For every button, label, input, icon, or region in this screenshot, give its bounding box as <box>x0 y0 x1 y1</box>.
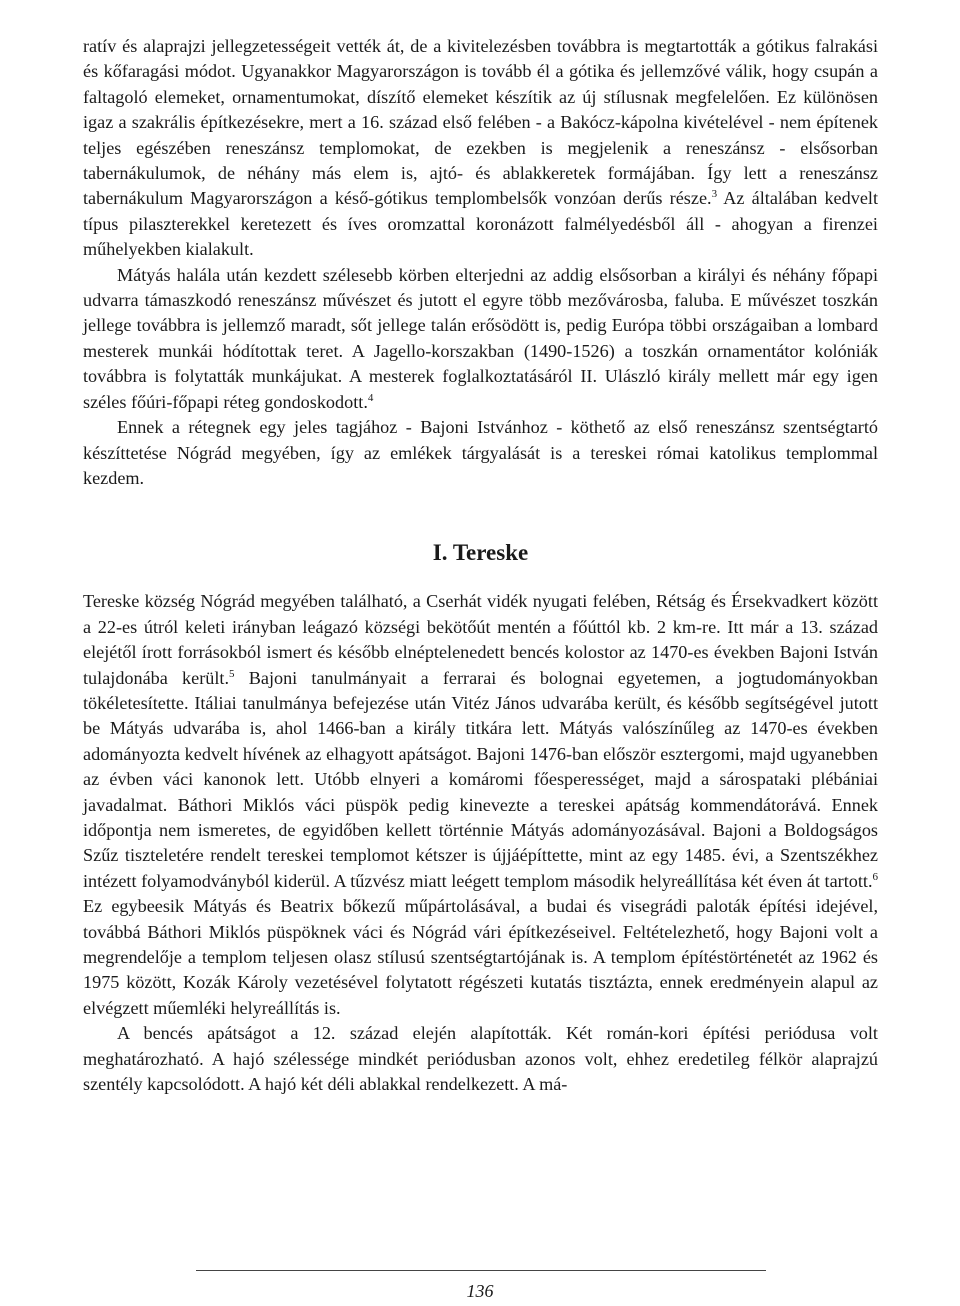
footnote-marker: 5 <box>229 667 235 680</box>
paragraph <box>83 263 878 415</box>
text-column <box>83 34 878 1097</box>
section-paragraphs <box>83 589 878 1097</box>
paragraph-text: Mátyás halála után kezdett szélesebb körben elterjedni az addig elsősorban a királyi és néhány főpapi udvarra támaszkodó reneszánsz művészet és jutott el egyre több mezővárosba, faluba. E művészet toszkán jellege továbbra is jellemző maradt, sőt jellege talán erősödött is, pedig Európa többi országaiban a lombard mesterek munkái hódítottak teret. A Jagello-korszakban (1490-1526) a toszkán ornamentátor kolóniák továbbra is folytatták munkájukat. A mesterek foglalkoztatásáról II. Ulászló király mellett már egy igen széles főúri-főpapi réteg gondoskodott. <box>83 264 878 412</box>
footnote-marker: 6 <box>872 870 878 883</box>
footnote-marker: 4 <box>367 391 374 404</box>
paragraph-text: A bencés apátságot a 12. század elején alapították. Két román-kori építési periódusa volt meghatározható. A hajó szélessége mindkét periódusban azonos volt, ehhez eredetileg félkör alaprajzú szentély kapcsolódott. A hajó két déli ablakkal rendelkezett. A má- <box>83 1023 878 1095</box>
paragraph <box>83 1021 878 1097</box>
page-number: 136 <box>466 1281 494 1301</box>
paragraph-text: Ez egybeesik Mátyás és Beatrix bőkezű műpártolásával, a budai és visegrádi paloták építési idejével, továbbá Báthori Miklós püspöknek váci és Nógrád vári építkezéseivel. Feltételezhető, hogy Bajoni volt a megrendelője a templom teljesen olasz stílusú szentségtartójának is. A templom építéstörténetét az 1962 és 1975 között, Kozák Károly vezetésével folytatott régészeti kutatás tisztázta, ennek eredményein alapul az elvégzett műemléki helyreállítás is. <box>83 896 878 1018</box>
section-heading: I. Tereske <box>432 540 529 566</box>
footnote-marker: 3 <box>711 188 718 201</box>
paragraph <box>83 415 878 491</box>
paragraph-text: Ennek a rétegnek egy jeles tagjához - Bajoni Istvánhoz - köthető az első reneszánsz szentségtartó készíttetése Nógrád megyében, így az emlékek tárgyalását is a tereskei római katolikus templommal kezdem. <box>83 417 878 488</box>
paragraph-text: Tereske község Nógrád megyében található, a Cserhát vidék nyugati felében, Rétság és Érsekvadkert között a 22-es útról keleti irányban leágazó községi bekötőút mentén a főúttól kb. 2 km-re. Itt már a 13. század elejétől írott forrásokból ismert és később elnéptelenedett bencés kolostor az 1470-es években Bajoni István tulajdonába került. <box>83 591 878 688</box>
paragraph-text: Bajoni tanulmányait a ferrarai és bolognai egyetemen, a jogtudományokban tökéletesítette. Itáliai tanulmánya befejezése után Vitéz János udvarába került, és később segítségével jutott be Mátyás udvarába is, ahol 1466-ban a király titkára lett. Mátyás valószínűleg az 1470-es években adományozta kedvelt hívének az elhagyott apátságot. Bajoni 1476-ban először esztergomi, majd ugyanebben az évben váci kanonok lett. Utóbb elnyeri a komáromi főesperességet, majd a sárospataki plébániai javadalmat. Báthori Miklós váci püspök pedig kinevezte a tereskei apátság kommendátorává. Ennek időpontja nem ismeretes, de egyidőben kellett történnie Mátyás adományozásával. Bajoni a Boldogságos Szűz tiszteletére rendelt tereskei templomot kétszer is újjáépíttette, mint az egy 1485. évi, a Szentszékhez intézett folyamodványból kiderül. A tűzvész miatt leégett templom második helyreállítása két éven át tartott. <box>83 667 878 891</box>
footnote-separator <box>196 1270 766 1271</box>
paragraph <box>83 34 878 263</box>
paragraph <box>83 589 878 1021</box>
paragraph-text: Az általában kedvelt típus pilaszterekkel keretezett és íves oromzattal koronázott falmélyedésből áll - ahogyan a firenzei műhelyekben kialakult. <box>83 188 878 260</box>
paragraph-text: ratív és alaprajzi jellegzetességeit vették át, de a kivitelezésben továbbra is megtartották a gótikus falrakási és kőfaragási módot. Ugyanakkor Magyarországon is tovább él a gótika és jellemzővé válik, hogy csupán a faltagoló elemeket, ornamentumokat, díszítő elemeket készítik az új stílusnak megfelelően. Ez különösen igaz a szakrális építkezésekre, mert a 16. század első felében - a Bakócz-kápolna kivételével - nem építenek teljes egészében reneszánsz templomokat, de ezekben is megjelenik a reneszánsz - elsősorban tabernákulumok, de néhány más elem is, ajtó- és ablakkeretek formájában. Így lett a reneszánsz tabernákulum Magyarországon a késő-gótikus templombelsők vonzóan derűs része. <box>83 36 878 209</box>
intro-paragraphs <box>83 34 878 491</box>
